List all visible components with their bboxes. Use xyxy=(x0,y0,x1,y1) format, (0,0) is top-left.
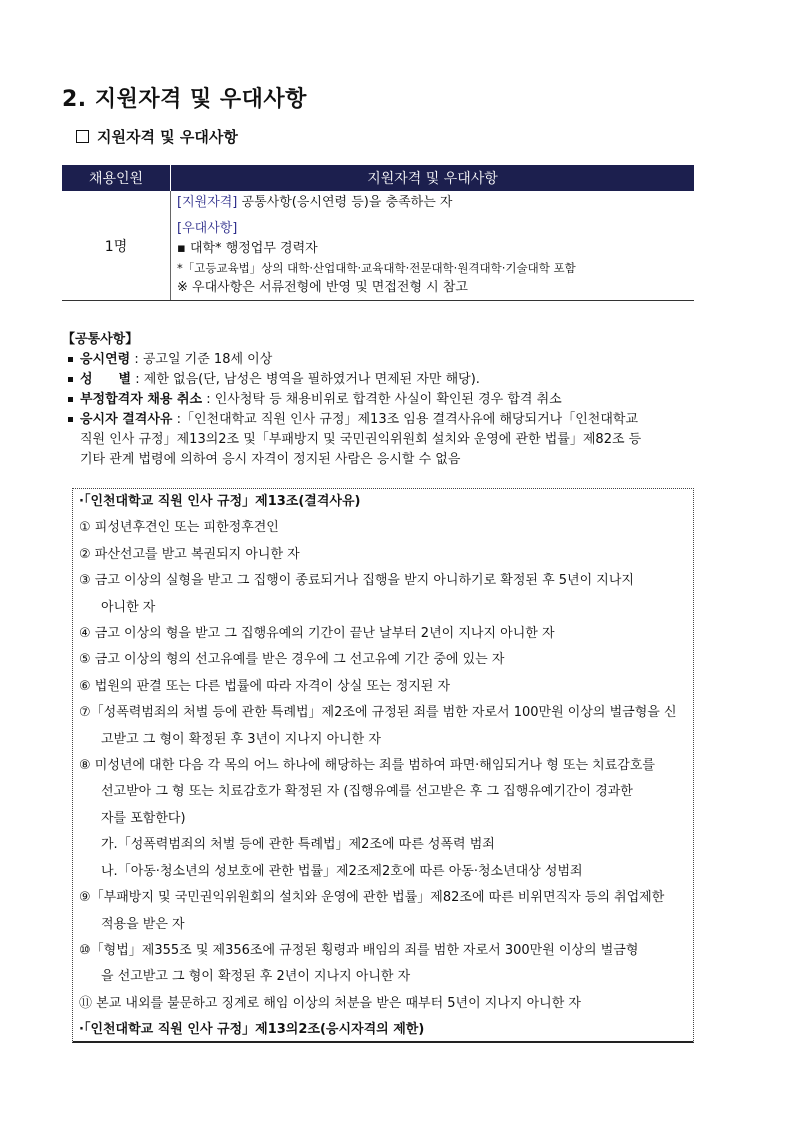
common-title: 【공통사항】 xyxy=(62,332,139,347)
list-item: ⑤ 금고 이상의 형의 선고유예를 받은 경우에 그 선고유예 기간 중에 있는 자 xyxy=(79,652,505,668)
common-requirements xyxy=(62,330,694,470)
box-heading: ·「인천대학교 직원 인사 규정」제13의2조(응시자격의 제한) xyxy=(79,1022,425,1038)
list-item-continuation: 고받고 그 형이 확정된 후 3년이 지나지 아니한 자 xyxy=(101,731,381,747)
item-label: 부정합격자 채용 취소 xyxy=(80,392,203,407)
item-text: : 공고일 기준 18세 이상 xyxy=(130,352,273,367)
item-text: : 제한 없음(단, 남성은 병역을 필하였거나 면제된 자만 해당). xyxy=(131,372,480,387)
bullet-icon xyxy=(68,357,73,362)
item-continuation: 기타 관계 법령에 의하여 응시 자격이 정지된 사람은 응시할 수 없음 xyxy=(80,452,461,467)
list-subitem: 가.「성폭력범죄의 처벌 등에 관한 특례법」제2조에 따른 성폭력 범죄 xyxy=(101,837,495,853)
preference-note: *「고등교육법」상의 대학·산업대학·교육대학·전문대학·원격대학·기술대학 포함 xyxy=(177,261,576,275)
headcount-cell: 1명 xyxy=(62,191,171,301)
list-item-continuation: 을 선고받고 그 형이 확정된 후 2년이 지나지 아니한 자 xyxy=(101,969,411,985)
list-item-continuation: 자를 포함한다) xyxy=(101,810,186,826)
list-item: ④ 금고 이상의 형을 받고 그 집행유예의 기간이 끝난 날부터 2년이 지나지 아니한 자 xyxy=(79,626,555,642)
list-item: ⑧ 미성년에 대한 다음 각 목의 어느 하나에 해당하는 죄를 범하여 파면·해임되거나 형 또는 치료감호를 xyxy=(79,758,655,774)
qualification-text: 공통사항(응시연령 등)을 충족하는 자 xyxy=(241,195,453,210)
box-heading: ·「인천대학교 직원 인사 규정」제13조(결격사유) xyxy=(79,494,361,509)
item-label: 응시자 결격사유 xyxy=(80,412,173,427)
section-title: 2. 지원자격 및 우대사항 xyxy=(62,87,307,112)
item-text: : 인사청탁 등 채용비위로 합격한 사실이 확인된 경우 합격 취소 xyxy=(202,392,562,407)
table-row xyxy=(62,191,694,301)
checkbox-icon xyxy=(76,130,89,143)
bullet-icon xyxy=(68,397,73,402)
header-qualifications: 지원자격 및 우대사항 xyxy=(171,165,695,191)
common-item-fraud xyxy=(62,390,694,410)
list-item: ② 파산선고를 받고 복권되지 아니한 자 xyxy=(79,546,300,562)
table-header-row xyxy=(62,165,694,191)
list-item: ① 피성년후견인 또는 피한정후견인 xyxy=(79,520,279,536)
item-label: 성 별 xyxy=(80,372,132,387)
list-item: ⑪ 본교 내외를 불문하고 징계로 해임 이상의 처분을 받은 때부터 5년이 지나지 아니한 자 xyxy=(79,995,581,1011)
list-subitem: 나.「아동·청소년의 성보호에 관한 법률」제2조제2호에 따른 아동·청소년대상 성범죄 xyxy=(101,863,583,879)
item-label: 응시연령 xyxy=(80,352,131,367)
preference-label: [우대사항] xyxy=(177,221,238,236)
header-headcount: 채용인원 xyxy=(62,165,171,191)
list-item: ⑩「형법」제355조 및 제356조에 규정된 횡령과 배임의 죄를 범한 자로서 300만원 이상의 벌금형 xyxy=(79,942,639,958)
preference-note2: ※ 우대사항은 서류전형에 반영 및 면접전형 시 참고 xyxy=(177,280,468,295)
qualification-label: [지원자격] xyxy=(177,195,238,210)
list-item: ⑦「성폭력범죄의 처벌 등에 관한 특례법」제2조에 규정된 죄를 범한 자로서 100만원 이상의 벌금형을 신 xyxy=(79,705,677,721)
list-item: ⑨「부패방지 및 국민권익위원회의 설치와 운영에 관한 법률」제82조에 따른 비위면직자 등의 취업제한 xyxy=(79,890,665,906)
disqualification-box xyxy=(72,488,694,1043)
item-continuation: 직원 인사 규정」제13의2조 및「부패방지 및 국민권익위원회 설치와 운영에 관한 법률」제82조 등 xyxy=(80,432,642,447)
list-item-continuation: 적용을 받은 자 xyxy=(101,916,185,932)
preference-item: ▪ 대학* 행정업무 경력자 xyxy=(177,241,318,256)
bullet-icon xyxy=(68,417,73,422)
list-item: ⑥ 법원의 판결 또는 다른 법률에 따라 자격이 상실 또는 정지된 자 xyxy=(79,678,451,694)
qualification-cell xyxy=(171,191,695,301)
subheading-text: 지원자격 및 우대사항 xyxy=(97,128,238,146)
list-item-continuation: 선고받아 그 형 또는 치료감호가 확정된 자 (집행유예를 선고받은 후 그 집행유예기간이 경과한 xyxy=(101,784,633,800)
common-item-age xyxy=(62,350,694,370)
bullet-icon xyxy=(68,377,73,382)
item-text: :「인천대학교 직원 인사 규정」제13조 임용 결격사유에 해당되거나「인천대학교 xyxy=(172,412,639,427)
qualification-table xyxy=(62,165,694,301)
list-item-continuation: 아니한 자 xyxy=(101,599,156,615)
qualification-line xyxy=(177,193,694,213)
subheading xyxy=(76,126,238,147)
common-item-gender xyxy=(62,370,694,390)
common-item-disqualification xyxy=(62,410,694,430)
list-item: ③ 금고 이상의 실형을 받고 그 집행이 종료되거나 집행을 받지 아니하기로 확정된 후 5년이 지나지 xyxy=(79,573,634,589)
